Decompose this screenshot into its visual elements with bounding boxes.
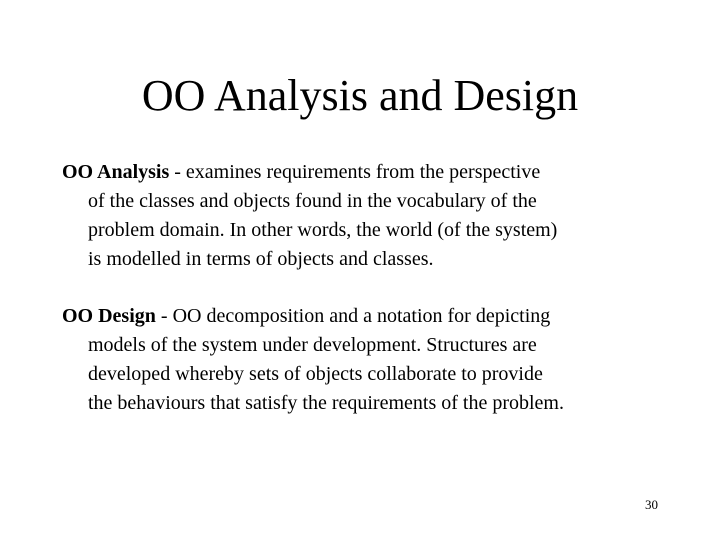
page-number: 30 [645, 497, 658, 512]
paragraph-oo-design [62, 302, 672, 418]
paragraph-line: problem domain. In other words, the world (of the system) [88, 219, 558, 241]
paragraph-first-line [62, 158, 672, 187]
term-oo-analysis: OO Analysis [62, 161, 170, 183]
definition-text: - OO decomposition and a notation for depicting [155, 305, 551, 327]
paragraph-line: of the classes and objects found in the vocabulary of the [88, 190, 537, 212]
paragraph-oo-analysis [62, 158, 672, 274]
term-oo-design: OO Design [62, 305, 156, 327]
definition-text: - examines requirements from the perspective [169, 161, 541, 183]
slide-body [62, 158, 672, 446]
paragraph-first-line [62, 302, 672, 331]
paragraph-line: developed whereby sets of objects collaborate to provide [88, 363, 543, 385]
slide-title: OO Analysis and Design [141, 71, 579, 120]
paragraph-line: the behaviours that satisfy the requirements of the problem. [88, 392, 564, 414]
paragraph-line: models of the system under development. Structures are [88, 334, 537, 356]
paragraph-line: is modelled in terms of objects and classes. [88, 248, 434, 270]
